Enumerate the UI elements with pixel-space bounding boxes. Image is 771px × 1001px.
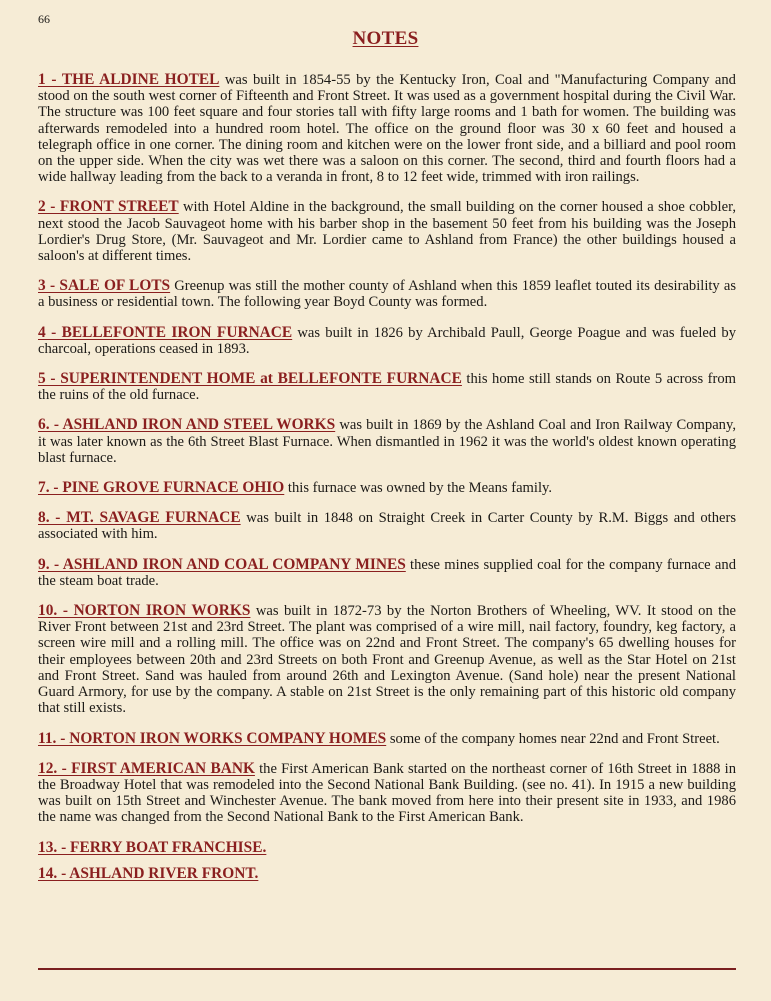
note-title: 12. - FIRST AMERICAN BANK xyxy=(38,759,255,777)
page-number: 66 xyxy=(38,12,50,26)
notes-list xyxy=(38,72,736,892)
note-title: 8. - MT. SAVAGE FURNACE xyxy=(38,509,241,527)
note-item-4 xyxy=(38,325,736,357)
note-item-7 xyxy=(38,480,736,496)
note-item-10 xyxy=(38,603,736,716)
note-item-5 xyxy=(38,371,736,403)
note-item-1 xyxy=(38,72,736,185)
note-title: 10. - NORTON IRON WORKS xyxy=(38,602,251,620)
note-text: with Hotel Aldine in the background, the small building on the corner housed a shoe cobbler, next stood the Jacob Sauvageot home with his barber shop in the basement 50 feet from his building was the Joseph Lordier's Drug Store, (Mr. Sauvageot and Mr. Lordier came to Ashland from France) the other buildings housed a saloon's at different times. xyxy=(38,199,736,265)
note-item-13 xyxy=(38,840,736,856)
note-title: 2 - FRONT STREET xyxy=(38,198,179,216)
note-title: 11. - NORTON IRON WORKS COMPANY HOMES xyxy=(38,729,387,747)
note-text: was built in 1848 on Straight Creek in Carter County by R.M. Biggs and others associated with him. xyxy=(38,510,737,543)
note-text: was built in 1854-55 by the Kentucky Iron, Coal and "Manufacturing Company and stood on the south west corner of Fifteenth and Front Street. It was used as a government hospital during the Civil War. The structure was 100 feet square and four stories tall with fifty large rooms and 1 bath for women. The building was afterwards remodeled into a hundred room hotel. The office on the ground floor was 30 x 60 feet and housed a telegraph office in one corner. The dining room and kitchen were on the lower front side, and a billiard and pool room on the upper side. When the city was wet there was a saloon on this corner. The second, third and fourth floors had a wide hallway leading from the back to a veranda in front, 8 to 12 feet wide, trimmed with iron railings. xyxy=(38,72,736,186)
note-title: 3 - SALE OF LOTS xyxy=(38,277,171,295)
note-title: 13. - FERRY BOAT FRANCHISE. xyxy=(38,838,267,856)
note-item-6 xyxy=(38,417,736,466)
note-text: this home still stands on Route 5 across from the ruins of the old furnace. xyxy=(38,371,736,404)
note-text: Greenup was still the mother county of Ashland when this 1859 leaflet touted its desirability as a business or residential town. The following year Boyd County was formed. xyxy=(38,278,736,311)
note-title: 6. - ASHLAND IRON AND STEEL WORKS xyxy=(38,416,336,434)
bottom-divider xyxy=(38,968,736,970)
note-item-11 xyxy=(38,731,736,747)
note-title: 9. - ASHLAND IRON AND COAL COMPANY MINES xyxy=(38,555,406,573)
note-title: 4 - BELLEFONTE IRON FURNACE xyxy=(38,323,293,341)
note-text: some of the company homes near 22nd and Front Street. xyxy=(386,730,720,747)
note-item-3 xyxy=(38,278,736,310)
note-text: was built in 1826 by Archibald Paull, George Poague and was fueled by charcoal, operations ceased in 1893. xyxy=(38,324,736,357)
note-item-12 xyxy=(38,761,736,826)
note-title: 5 - SUPERINTENDENT HOME at BELLEFONTE FURNACE xyxy=(38,370,462,388)
note-item-14 xyxy=(38,866,736,882)
note-title: 7. - PINE GROVE FURNACE OHIO xyxy=(38,479,285,497)
note-title: 14. - ASHLAND RIVER FRONT. xyxy=(38,864,259,882)
note-text: this furnace was owned by the Means family. xyxy=(284,480,553,497)
note-title: 1 - THE ALDINE HOTEL xyxy=(38,71,220,88)
note-text: was built in 1869 by the Ashland Coal and Iron Railway Company, it was later known as the 6th Street Blast Furnace. When dismantled in 1962 it was the world's oldest known operating blast furnace. xyxy=(38,417,736,466)
note-text: the First American Bank started on the northeast corner of 16th Street in 1888 in the Broadway Hotel that was remodeled into the Second National Bank Building. (see no. 41). In 1915 a new building was built on 15th Street and Winchester Avenue. The bank moved from here into their present site in 1933, and 1986 the name was changed from the Second National Bank to the First American Bank. xyxy=(38,760,736,826)
note-item-9 xyxy=(38,557,736,589)
note-text: these mines supplied coal for the company furnace and the steam boat trade. xyxy=(38,556,736,589)
note-item-2 xyxy=(38,199,736,264)
page-title: NOTES xyxy=(352,28,419,49)
note-text: was built in 1872-73 by the Norton Brothers of Wheeling, WV. It stood on the River Front between 21st and 23rd Street. The plant was comprised of a wire mill, nail factory, foundry, keg factory, a screen wire mill and a rolling mill. The office was on 22nd and Front Street. The company's 65 dwelling houses for their employees between 20th and 23rd Streets on both Front and Greenup Avenue, as well as the Star Hotel on 21st and Front Street. Sand was hauled from around 26th and Lexington Avenue. (Sand hole) near the present National Guard Armory, for use by the company. A stable on 21st Street is the only remaining part of this historic old company that still exists. xyxy=(38,603,737,717)
note-item-8 xyxy=(38,510,736,542)
